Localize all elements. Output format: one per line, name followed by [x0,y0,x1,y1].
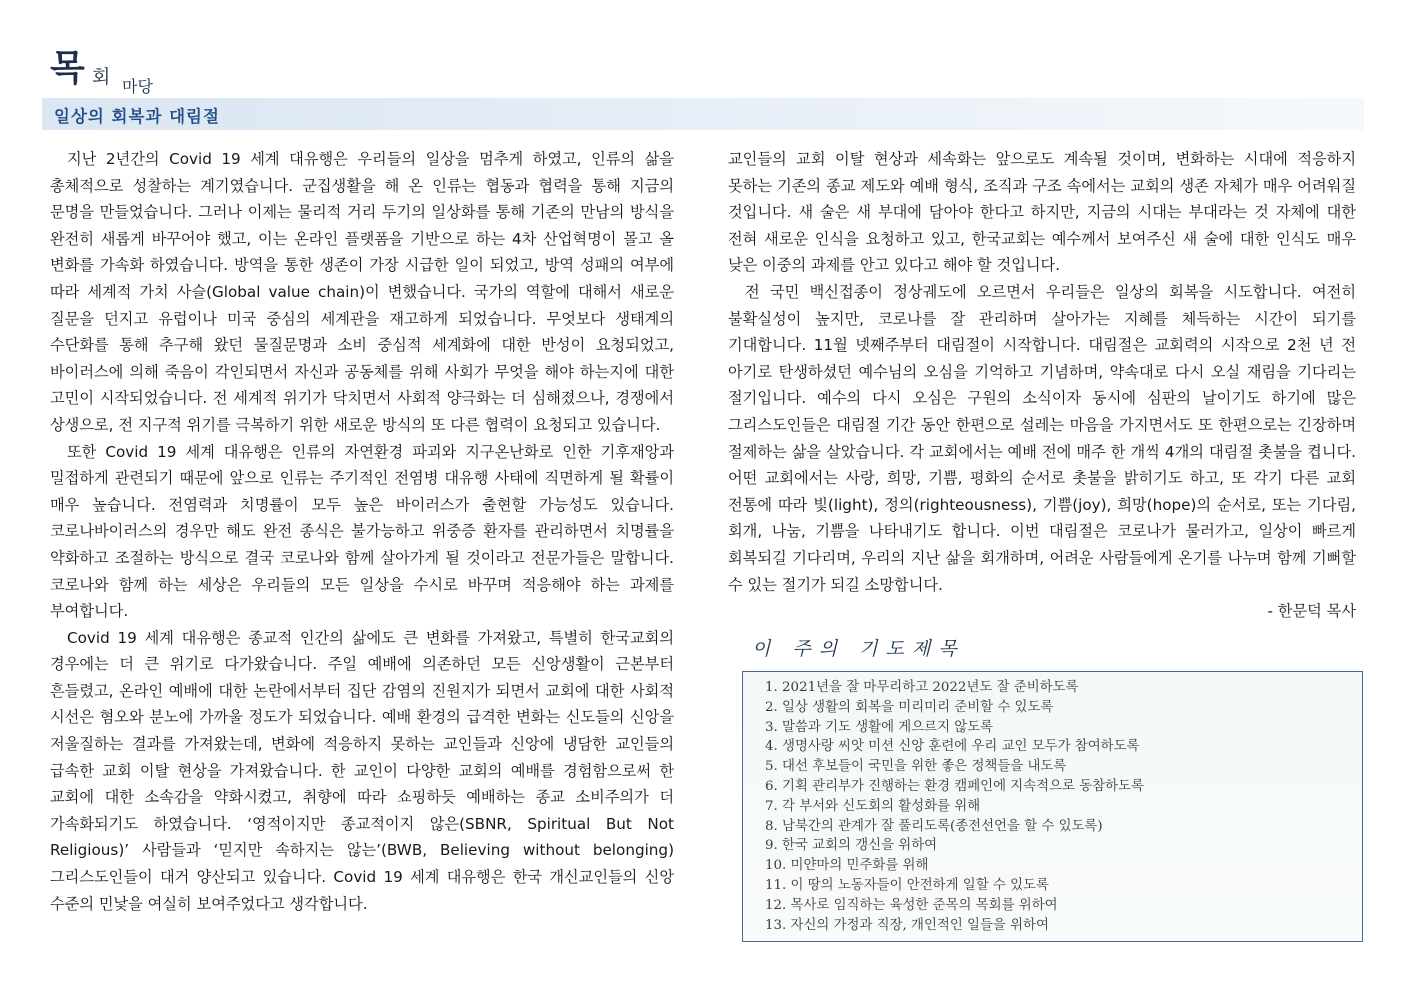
prayer-item: 13. 자신의 가정과 직장, 개인적인 일들을 위하여 [765,917,1049,933]
logo-char-mid: 회 [92,66,111,88]
prayer-item: 4. 생명사랑 씨앗 미션 신앙 훈련에 우리 교인 모두가 참여하도록 [765,739,1140,755]
prayer-item: 7. 각 부서와 신도회의 활성화를 위해 [765,798,981,814]
prayer-box [742,671,1363,942]
paragraph: Covid 19 세계 대유행은 종교적 인간의 삶에도 큰 변화를 가져왔고, 특별히 한국교회의 경우에는 더 큰 위기로 다가왔습니다. 주일 예배에 의존하던 모든 신앙생활이 근본부터 흔들렸고, 온라인 예배에 대한 논란에서부터 집단 감염의 진원지가 되면서 교회에 대한 사회적 시선은 혐오와 분노에 가까울 정도가 되었습니다. 예배 환경의 급격한 변화는 신도들의 신앙을 저울질하는 결과를 가져왔는데, 변화에 적응하지 못하는 교인들과 신앙에 냉담한 교인들의 급속한 교회 이탈 현상을 가져왔습니다. 한 교인이 다양한 교회의 예배를 경험함으로써 한 교회에 대한 소속감을 약화시켰고, 취향에 따라 쇼핑하듯 예배하는 종교 소비주의가 더 가속화되기도 하였습니다. ‘영적이지만 종교적이지 않은(SBNR, Spiritual But Not Religious)’ 사람들과 ‘믿지만 속하지는 않는’(BWB, Believing without belonging) 그리스도인들이 대거 양산되고 있습니다. Covid 19 세계 대유행은 한국 개신교인들의 신앙 수준의 민낯을 여실히 보여주었다고 생각합니다. [50,628,675,913]
article-title: 일상의 회복과 대림절 [54,107,220,126]
prayer-list [765,678,1362,935]
prayer-item: 1. 2021년을 잘 마무리하고 2022년도 잘 준비하도록 [765,680,1079,695]
prayer-item: 2. 일상 생활의 회복을 미리미리 준비할 수 있도록 [765,699,1054,715]
left-column [50,146,674,917]
prayer-item: 9. 한국 교회의 갱신을 위하여 [765,838,938,854]
section-logo [50,46,200,94]
paragraph: 교인들의 교회 이탈 현상과 세속화는 앞으로도 계속될 것이며, 변화하는 시대에 적응하지 못하는 기존의 종교 제도와 예배 형식, 조직과 구조 속에서는 교회의 생존 자체가 매우 어려워질 것입니다. 새 술은 새 부대에 담아야 한다고 하지만, 지금의 시대는 부대라는 것 자체에 대한 전혀 새로운 인식을 요청하고 있고, 한국교회는 예수께서 보여주신 새 술에 대한 인식도 매우 낮은 이중의 과제를 안고 있다고 해야 할 것입니다. [728,150,1356,275]
prayer-item: 8. 남북간의 관계가 잘 풀리도록(종전선언을 할 수 있도록) [765,818,1103,834]
prayer-item: 10. 미얀마의 민주화를 위해 [765,858,929,874]
prayer-item: 11. 이 땅의 노동자들이 안전하게 일할 수 있도록 [765,877,1049,893]
author-signature: - 한문덕 목사 [1267,602,1356,621]
prayer-item: 6. 기획 관리부가 진행하는 환경 캠페인에 지속적으로 동참하도록 [765,778,1144,794]
prayer-item: 5. 대선 후보들이 국민을 위한 좋은 정책들을 내도록 [765,759,1067,775]
logo-char-big: 목 [50,47,85,89]
logo-char-small: 마당 [122,77,153,96]
prayer-title: 이 주의 기도제목 [752,638,965,660]
prayer-item: 3. 말씀과 기도 생활에 게으르지 않도록 [765,719,994,735]
right-column [728,146,1356,625]
paragraph: 지난 2년간의 Covid 19 세계 대유행은 우리들의 일상을 멈추게 하였고, 인류의 삶을 총체적으로 성찰하는 계기였습니다. 군집생활을 해 온 인류는 협동과 협력을 통해 지금의 문명을 만들었습니다. 그러나 이제는 물리적 거리 두기의 일상화를 통해 기존의 만남의 방식을 완전히 새롭게 바꾸어야 했고, 이는 온라인 플랫폼을 기반으로 하는 4차 산업혁명이 몰고 올 변화를 가속화 하였습니다. 방역을 통한 생존이 가장 시급한 일이 되었고, 방역 성패의 여부에 따라 세계적 가치 사슬(Global value chain)이 변했습니다. 국가의 역할에 대해서 새로운 질문을 던지고 유럽이나 미국 중심의 세계관을 재고하게 되었습니다. 무엇보다 생태계의 수단화를 통해 추구해 왔던 물질문명과 소비 중심적 세계화에 대한 반성이 요청되었고, 바이러스에 의해 죽음이 각인되면서 자신과 공동체를 위해 사회가 무엇을 해야 하는지에 대한 고민이 시작되었습니다. 전 세계적 위기가 닥치면서 사회적 양극화는 더 심해졌으나, 경쟁에서 상생으로, 전 지구적 위기를 극복하기 위한 새로운 방식의 또 다른 협력이 요청되고 있습니다. [50,150,674,434]
article-title-bar [42,98,1364,130]
paragraph: 또한 Covid 19 세계 대유행은 인류의 자연환경 파괴와 지구온난화로 인한 기후재앙과 밀접하게 관련되기 때문에 앞으로 인류는 주기적인 전염병 대유행 사태에 직면하게 될 확률이 매우 높습니다. 전염력과 치명률이 모두 높은 바이러스가 출현할 가능성도 있습니다. 코로나바이러스의 경우만 해도 완전 종식은 불가능하고 위중증 환자를 관리하면서 치명률을 약화하고 조절하는 방식으로 결국 코로나와 함께 살아가게 될 것이라고 전문가들은 말합니다. 코로나와 함께 하는 세상은 우리들의 모든 일상을 수시로 바꾸며 적응해야 하는 과제를 부여합니다. [50,442,674,621]
prayer-item: 12. 목사로 임직하는 육성한 준목의 목회를 위하여 [765,897,1058,913]
paragraph: 전 국민 백신접종이 정상궤도에 오르면서 우리들은 일상의 회복을 시도합니다. 여전히 불확실성이 높지만, 코로나를 잘 관리하며 살아가는 지혜를 체득하는 시간이 되기를 기대합니다. 11월 넷째주부터 대림절이 시작합니다. 대림절은 교회력의 시작으로 2천 년 전 아기로 탄생하셨던 예수님의 오심을 기억하고 기념하며, 약속대로 다시 오실 재림을 기다리는 절기입니다. 예수의 다시 오심은 구원의 소식이자 동시에 심판의 날이기도 하기에 많은 그리스도인들은 대림절 기간 동안 한편으로 설레는 마음을 가지면서도 또 한편으로는 긴장하며 절제하는 삶을 살았습니다. 각 교회에서는 예배 전에 매주 한 개씩 4개의 대림절 촛불을 켭니다. 어떤 교회에서는 사랑, 희망, 기쁨, 평화의 순서로 촛불을 밝히기도 하고, 또 각기 다른 교회 전통에 따라 빛(light), 정의(righteousness), 기쁨(joy), 희망(hope)의 순서로, 또는 기다림, 회개, 나눔, 기쁨을 나타내기도 합니다. 이번 대림절은 코로나가 물러가고, 일상이 빠르게 회복되길 기다리며, 우리의 지난 삶을 회개하며, 어려운 사람들에게 온기를 나누며 함께 기뻐할 수 있는 절기가 되길 소망합니다. [728,282,1356,594]
